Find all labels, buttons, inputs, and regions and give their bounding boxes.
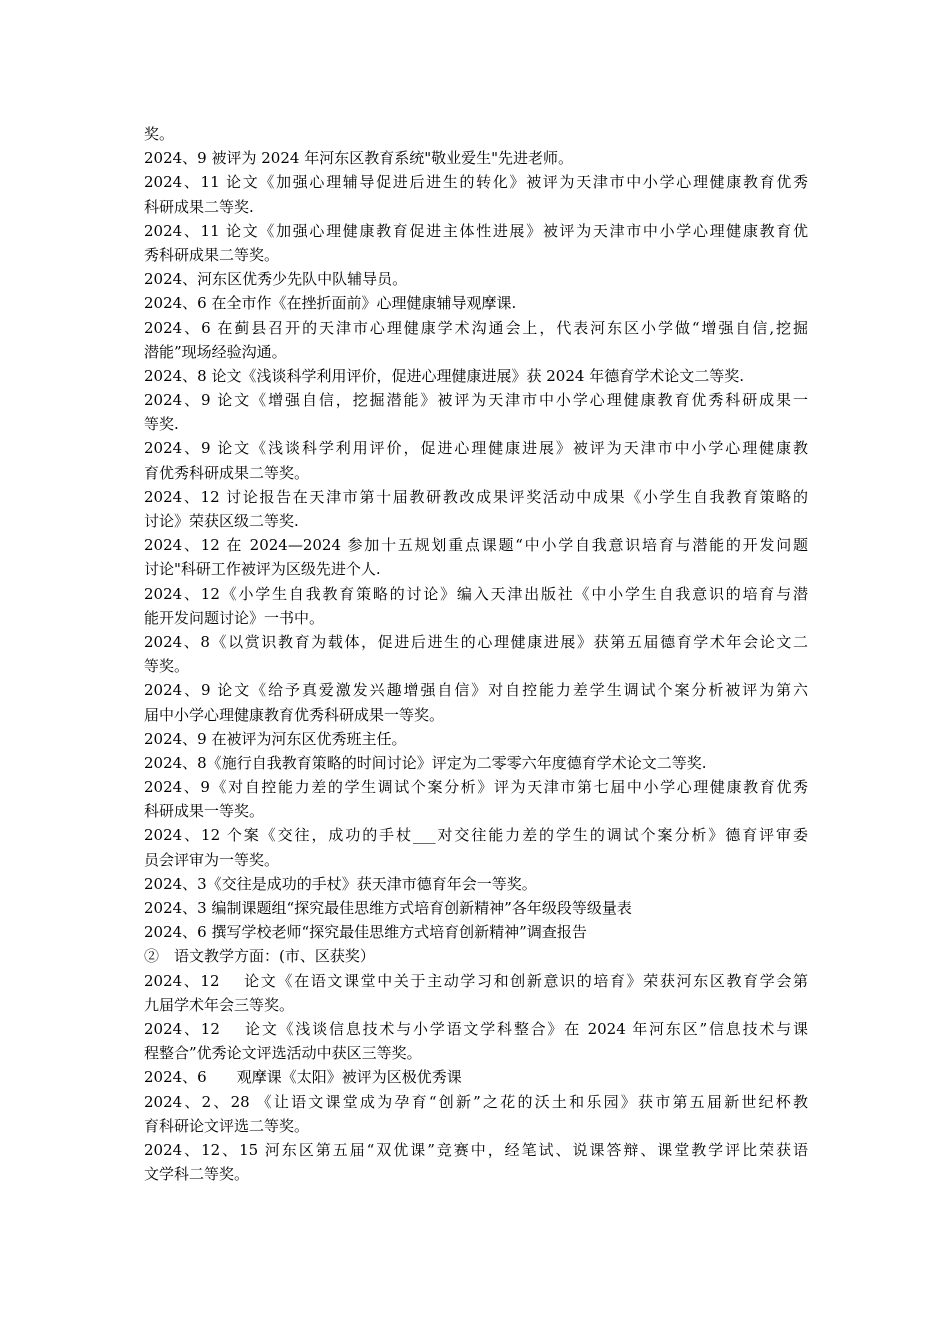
text-line: 2024、11 论文《加强心理健康教育促进主体性进展》被评为天津市中小学心理健康教育优 <box>144 221 808 240</box>
text-line: ② 语文教学方面：(市、区获奖） <box>144 947 375 966</box>
text-line: 2024、9 论文《给予真爱激发兴趣增强自信》对自控能力差学生调试个案分析被评为第六 <box>144 681 808 700</box>
text-line: 2024、河东区优秀少先队中队辅导员。 <box>144 270 408 289</box>
text-line: 科研成果二等奖. <box>144 197 254 216</box>
text-line: 2024、12 在 2024—2024 参加十五规划重点课题“中小学自我意识培育与潜能的开发问题 <box>144 536 808 555</box>
text-line: 2024、9 论文《浅谈科学利用评价，促进心理健康进展》被评为天津市中小学心理健康教 <box>144 439 808 458</box>
text-line: 2024、6 在蓟县召开的天津市心理健康学术沟通会上，代表河东区小学做“增强自信,挖掘 <box>144 318 808 337</box>
text-line: 2024、9《对自控能力差的学生调试个案分析》评为天津市第七届中小学心理健康教育优秀 <box>144 778 808 797</box>
text-line: 2024、9 在被评为河东区优秀班主任。 <box>144 729 407 748</box>
text-line: 员会评审为一等奖。 <box>144 850 280 869</box>
text-line: 2024、12 论文《浅谈信息技术与小学语文学科整合》在 2024 年河东区”信息技术与课 <box>144 1019 808 1038</box>
text-line: 文学科二等奖。 <box>144 1165 250 1184</box>
text-line: 程整合”优秀论文评选活动中获区三等奖。 <box>144 1044 422 1063</box>
text-line: 九届学术年会三等奖。 <box>144 995 295 1014</box>
text-line: 讨论"科研工作被评为区级先进个人. <box>144 560 381 579</box>
text-line: 等奖。 <box>144 657 190 676</box>
text-line: 2024、12《小学生自我教育策略的讨论》编入天津出版社《中小学生自我意识的培育与潜 <box>144 584 808 603</box>
text-line: 届中小学心理健康教育优秀科研成果一等奖。 <box>144 705 445 724</box>
text-line: 2024、3 编制课题组“探究最佳思维方式培育创新精神”各年级段等级量表 <box>144 899 632 917</box>
text-line: 2024、6 在全市作《在挫折面前》心理健康辅导观摩课. <box>144 294 517 313</box>
text-line: 能开发问题讨论》一书中。 <box>144 608 325 627</box>
text-line: 育优秀科研成果二等奖。 <box>144 463 310 482</box>
text-line: 2024、12、15 河东区第五届“双优课”竞赛中，经笔试、说课答辩、课堂教学评比荣获语 <box>144 1140 808 1159</box>
text-line: 2024、9 论文《增强自信，挖掘潜能》被评为天津市中小学心理健康教育优秀科研成果一 <box>144 391 808 410</box>
text-line: 2024、11 论文《加强心理辅导促进后进生的转化》被评为天津市中小学心理健康教育优秀 <box>144 173 808 192</box>
text-line: 秀科研成果二等奖。 <box>144 245 280 264</box>
text-line: 2024、8《以赏识教育为载体，促进后进生的心理健康进展》获第五届德育学术年会论文二 <box>144 632 808 651</box>
text-line: 2024、3《交往是成功的手杖》获天津市德育年会一等奖。 <box>144 874 537 893</box>
text-line: 2024、8《施行自我教育策略的时间讨论》评定为二零零六年度德育学术论文二等奖. <box>144 753 707 772</box>
text-line: 2024、12 讨论报告在天津市第十届教研教改成果评奖活动中成果《小学生自我教育策略的 <box>144 487 808 506</box>
text-line: 2024、6 撰写学校老师“探究最佳思维方式培育创新精神”调查报告 <box>144 923 587 942</box>
document-page <box>144 122 808 1186</box>
text-line: 2024、6 观摩课《太阳》被评为区极优秀课 <box>144 1068 462 1087</box>
text-line: 2024、8 论文《浅谈科学利用评价，促进心理健康进展》获 2024 年德育学术论文二等奖. <box>144 366 744 385</box>
text-line: 2024、12 论文《在语文课堂中关于主动学习和创新意识的培育》荣获河东区教育学会第 <box>144 971 808 990</box>
text-line: 奖。 <box>144 125 175 143</box>
text-line: 2024、2、28 《让语文课堂成为孕育“创新”之花的沃土和乐园》获市第五届新世纪杯教 <box>144 1092 808 1111</box>
text-line: 育科研论文评选二等奖。 <box>144 1116 310 1135</box>
text-line: 讨论》荣获区级二等奖. <box>144 512 299 530</box>
text-line: 科研成果一等奖。 <box>144 802 265 821</box>
text-line: 2024、12 个案《交往，成功的手杖___对交往能力差的学生的调试个案分析》德育评审委 <box>144 826 808 845</box>
text-line: 等奖. <box>144 415 179 434</box>
text-line: 潜能”现场经验沟通。 <box>144 342 287 361</box>
text-line: 2024、9 被评为 2024 年河东区教育系统"敬业爱生"先进老师。 <box>144 149 573 168</box>
